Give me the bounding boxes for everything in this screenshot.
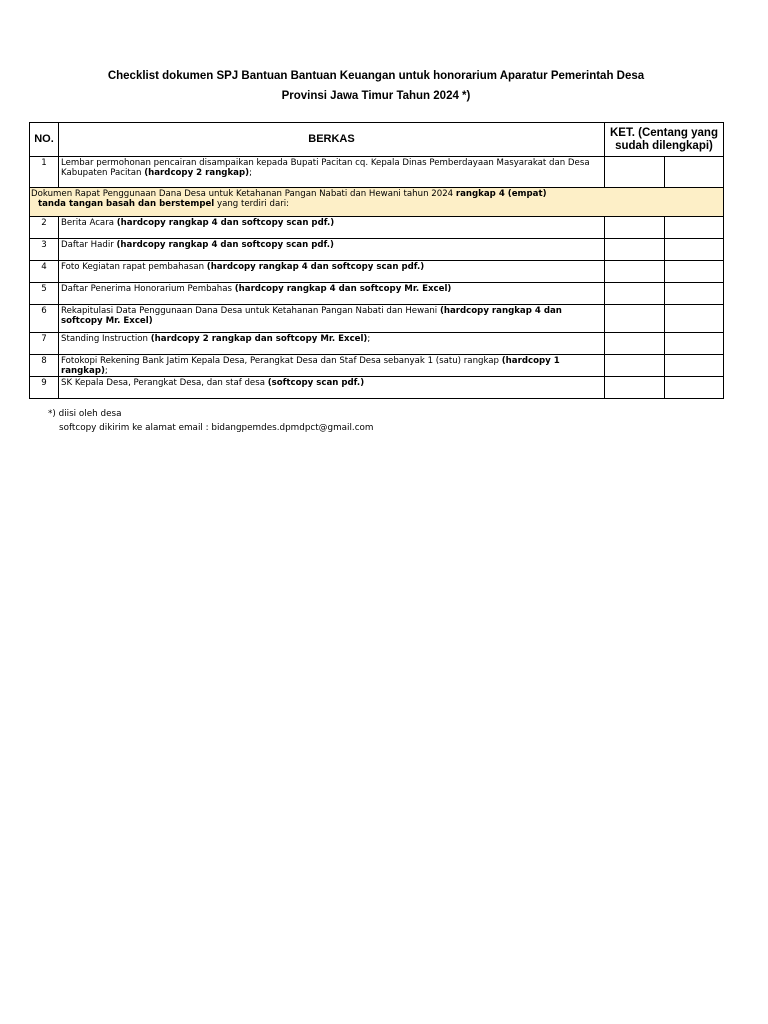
- header-ket: KET. (Centang yang sudah dilengkapi): [605, 123, 724, 157]
- row-text: Daftar Hadir: [61, 240, 117, 250]
- row-copy-note: (hardcopy 2 rangkap dan softcopy Mr. Excel): [150, 334, 368, 344]
- document-title: Checklist dokumen SPJ Bantuan Bantuan Keuangan untuk honorarium Aparatur Pemerintah Desa: [107, 70, 645, 82]
- section-bold-1: rangkap 4 (empat): [455, 189, 547, 199]
- row-text: Berita Acara: [61, 218, 117, 228]
- row-description: [59, 355, 605, 377]
- table-row: [30, 355, 724, 377]
- row-text: Rekapitulasi Data Penggunaan Dana Desa untuk Ketahanan Pangan Nabati dan Hewani: [61, 306, 440, 316]
- section-text: Dokumen Rapat Penggunaan Dana Desa untuk Ketahanan Pangan Nabati dan Hewani tahun 2024: [31, 189, 456, 199]
- section-bold-2: tanda tangan basah dan berstempel: [38, 199, 215, 209]
- row-text: Foto Kegiatan rapat pembahasan: [61, 262, 207, 272]
- check-cell[interactable]: [665, 261, 724, 283]
- check-cell[interactable]: [605, 333, 665, 355]
- check-cell[interactable]: [665, 157, 724, 188]
- check-cell[interactable]: [605, 217, 665, 239]
- row-number: 8: [30, 355, 59, 377]
- document-subtitle: Provinsi Jawa Timur Tahun 2024 *): [281, 90, 471, 102]
- row-copy-note: (hardcopy rangkap 4 dan softcopy Mr. Excel): [61, 306, 562, 326]
- row-number: 7: [30, 333, 59, 355]
- check-cell[interactable]: [605, 239, 665, 261]
- table-row: [30, 283, 724, 305]
- row-copy-note: (hardcopy 1 rangkap): [61, 356, 560, 376]
- section-row: [30, 188, 724, 217]
- check-cell[interactable]: [605, 283, 665, 305]
- table-row: [30, 217, 724, 239]
- section-text-2: yang terdiri dari:: [214, 199, 290, 209]
- section-header: [30, 188, 724, 217]
- row-copy-note: (hardcopy rangkap 4 dan softcopy scan pdf.): [116, 240, 334, 250]
- row-number: 2: [30, 217, 59, 239]
- check-cell[interactable]: [665, 283, 724, 305]
- row-description: [59, 283, 605, 305]
- row-number: 6: [30, 305, 59, 333]
- row-text: Standing Instruction: [61, 334, 151, 344]
- check-cell[interactable]: [665, 333, 724, 355]
- checklist-table: [29, 122, 724, 399]
- header-no: NO.: [30, 123, 59, 157]
- check-cell[interactable]: [605, 157, 665, 188]
- check-cell[interactable]: [605, 377, 665, 399]
- row-description: [59, 333, 605, 355]
- check-cell[interactable]: [605, 305, 665, 333]
- row-description: [59, 261, 605, 283]
- check-cell[interactable]: [665, 377, 724, 399]
- check-cell[interactable]: [605, 261, 665, 283]
- table-row: [30, 305, 724, 333]
- footnote-line-1: *) diisi oleh desa: [48, 409, 122, 419]
- table-row: [30, 157, 724, 188]
- row-description: [59, 157, 605, 188]
- row-suffix: ;: [104, 366, 108, 376]
- row-text: Fotokopi Rekening Bank Jatim Kepala Desa, Perangkat Desa dan Staf Desa sebanyak 1 (satu) rangkap: [61, 356, 502, 366]
- row-copy-note: (hardcopy rangkap 4 dan softcopy scan pdf.): [116, 218, 335, 228]
- check-cell[interactable]: [665, 217, 724, 239]
- footnote-line-2: softcopy dikirim ke alamat email : bidangpemdes.dpmdpct@gmail.com: [59, 423, 374, 433]
- row-copy-note: (hardcopy 2 rangkap): [144, 168, 250, 178]
- row-copy-note: (hardcopy rangkap 4 dan softcopy Mr. Excel): [234, 284, 452, 294]
- header-berkas: BERKAS: [59, 123, 605, 157]
- table-row: [30, 377, 724, 399]
- row-number: 9: [30, 377, 59, 399]
- row-copy-note: (softcopy scan pdf.): [267, 378, 365, 388]
- check-cell[interactable]: [665, 239, 724, 261]
- row-number: 1: [30, 157, 59, 188]
- row-number: 3: [30, 239, 59, 261]
- check-cell[interactable]: [665, 305, 724, 333]
- table-row: [30, 333, 724, 355]
- row-description: [59, 239, 605, 261]
- row-description: [59, 305, 605, 333]
- row-text: SK Kepala Desa, Perangkat Desa, dan staf desa: [61, 378, 268, 388]
- check-cell[interactable]: [605, 355, 665, 377]
- row-number: 4: [30, 261, 59, 283]
- row-suffix: ;: [367, 334, 371, 344]
- row-number: 5: [30, 283, 59, 305]
- row-description: [59, 217, 605, 239]
- header-row: [30, 123, 724, 157]
- check-cell[interactable]: [665, 355, 724, 377]
- table-row: [30, 239, 724, 261]
- row-suffix: ;: [249, 168, 252, 178]
- row-copy-note: (hardcopy rangkap 4 dan softcopy scan pdf.): [206, 262, 425, 272]
- row-text: Daftar Penerima Honorarium Pembahas: [61, 284, 235, 294]
- row-description: [59, 377, 605, 399]
- table-row: [30, 261, 724, 283]
- row-text: Lembar permohonan pencairan disampaikan kepada Bupati Pacitan cq. Kepala Dinas Pemberdayaan Masyarakat dan Desa Kabupaten Pacitan: [61, 158, 590, 178]
